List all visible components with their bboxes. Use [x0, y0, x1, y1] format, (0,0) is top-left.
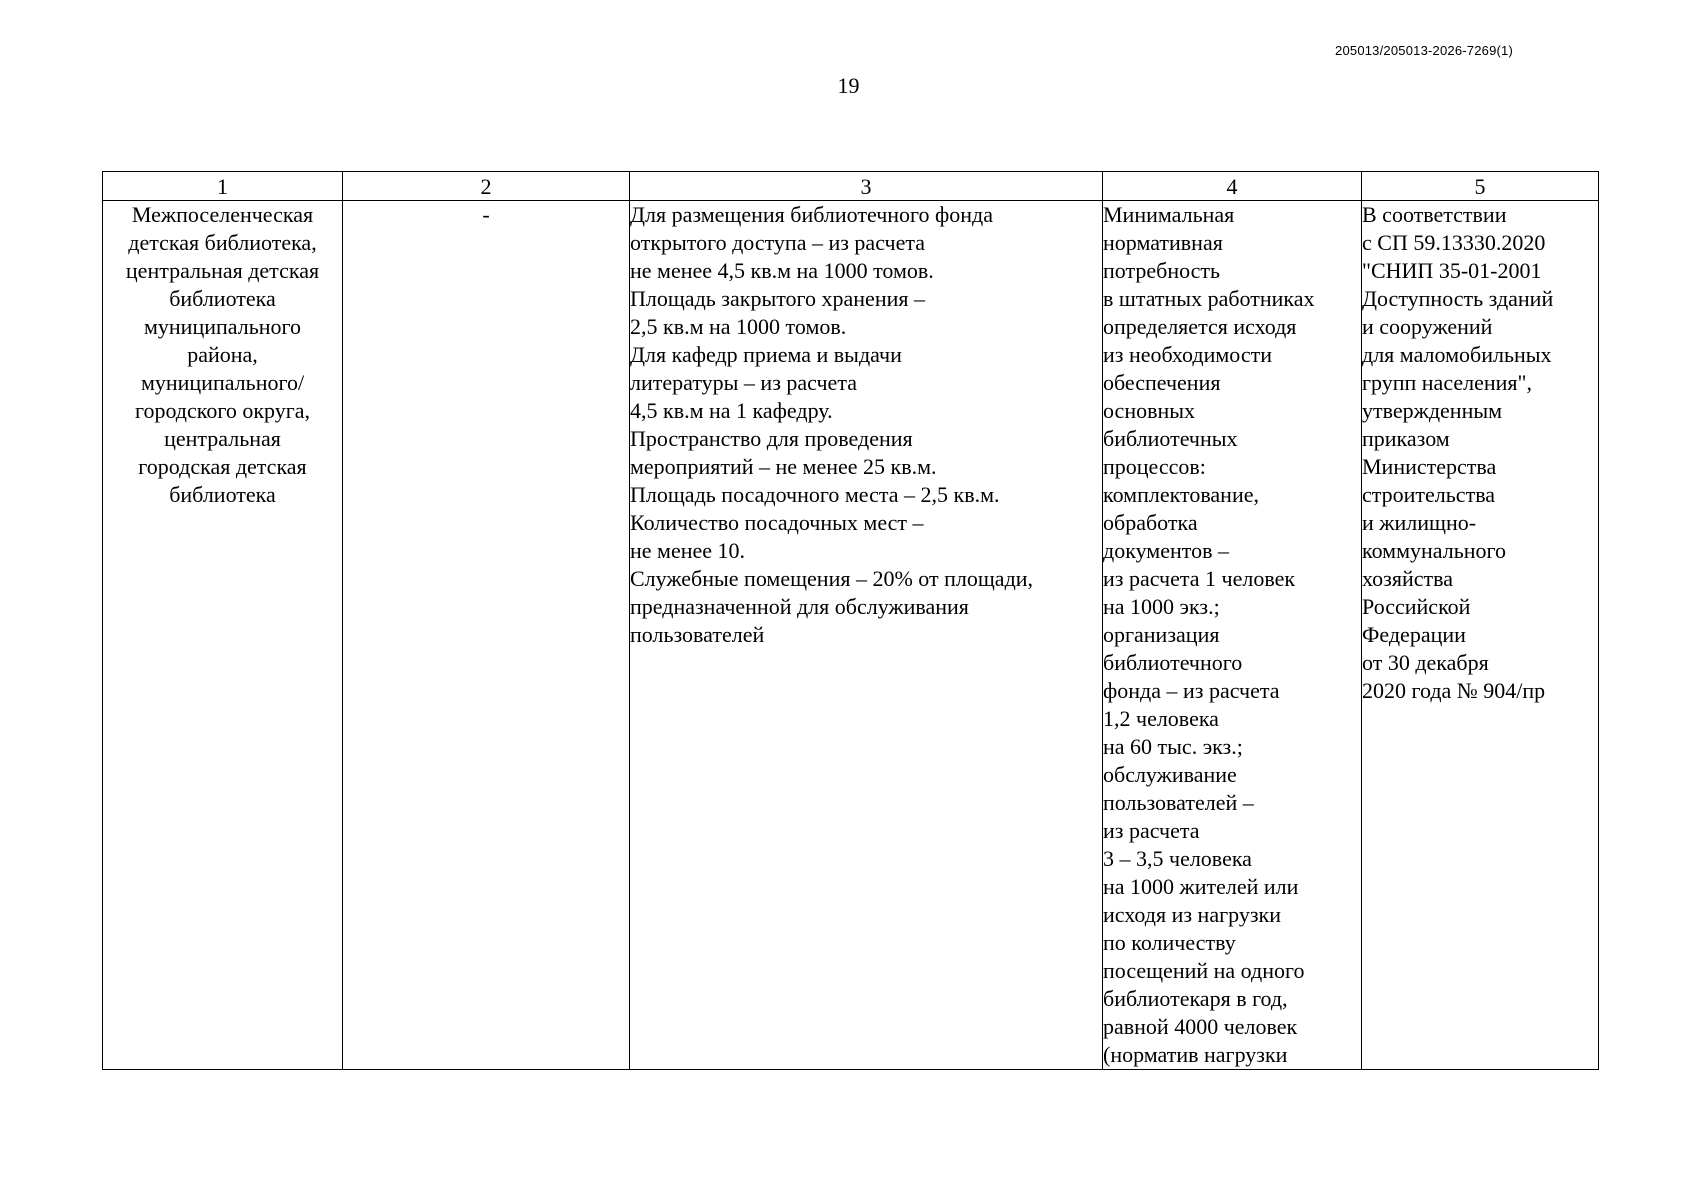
staffing-norms-cell — [1103, 201, 1362, 1070]
cell-text-line: не менее 4,5 кв.м на 1000 томов. — [630, 258, 934, 283]
page-number: 19 — [837, 73, 860, 98]
cell-text-line: городская детская — [138, 454, 307, 479]
cell-text-line: центральная — [164, 426, 281, 451]
cell-text-line: из расчета — [1103, 818, 1200, 843]
cell-text-line: района, — [187, 342, 258, 367]
cell-text-line: потребность — [1103, 258, 1221, 283]
cell-text-line: центральная детская — [125, 258, 320, 283]
cell-text-line: муниципального/ — [140, 370, 305, 395]
cell-text-line: библиотека — [169, 286, 276, 311]
cell-text-line: предназначенной для обслуживания — [630, 594, 969, 619]
cell-text-line: и сооружений — [1362, 314, 1493, 339]
cell-text-line: 2,5 кв.м на 1000 томов. — [630, 314, 847, 339]
cell-text-line: хозяйства — [1362, 566, 1453, 591]
column-header-4: 4 — [1103, 172, 1362, 201]
cell-text-line: коммунального — [1362, 538, 1506, 563]
cell-text-line: основных — [1103, 398, 1196, 423]
cell-text-line: от 30 декабря — [1362, 650, 1489, 675]
cell-text-line: групп населения", — [1362, 370, 1533, 395]
cell-text-line: литературы – из расчета — [630, 370, 857, 395]
cell-text-line: библиотечных — [1103, 426, 1238, 451]
cell-text-line: 1,2 человека — [1103, 706, 1219, 731]
document-id: 205013/205013-2026-7269(1) — [1335, 43, 1513, 58]
cell-text-line: и жилищно- — [1362, 510, 1477, 535]
cell-text-line: в штатных работниках — [1103, 286, 1315, 311]
cell-text-line: утвержденным — [1362, 398, 1503, 423]
cell-text-line: 3 – 3,5 человека — [1103, 846, 1252, 871]
cell-text-line: библиотекаря в год, — [1103, 986, 1288, 1011]
cell-text-line: фонда – из расчета — [1103, 678, 1280, 703]
cell-text-line: на 60 тыс. экз.; — [1103, 734, 1243, 759]
cell-text-line: открытого доступа – из расчета — [630, 230, 925, 255]
cell-text-line: комплектование, — [1103, 482, 1259, 507]
cell-text-line: посещений на одного — [1103, 958, 1305, 983]
cell-text-line: (норматив нагрузки — [1103, 1042, 1288, 1067]
cell-text-line: мероприятий – не менее 25 кв.м. — [630, 454, 937, 479]
cell-text-line: документов – — [1103, 538, 1229, 563]
cell-text-line: равной 4000 человек — [1103, 1014, 1298, 1039]
column-header-3: 3 — [630, 172, 1103, 201]
cell-text-line: Федерации — [1362, 622, 1466, 647]
cell-text-line: с СП 59.13330.2020 — [1362, 230, 1546, 255]
cell-text-line: из необходимости — [1103, 342, 1272, 367]
cell-text-line: 2020 года № 904/пр — [1362, 678, 1546, 703]
cell-text-line: Служебные помещения – 20% от площади, — [630, 566, 1034, 591]
cell-text-line: Доступность зданий — [1362, 286, 1554, 311]
cell-text-line: муниципального — [143, 314, 301, 339]
cell-text-line: Межпоселенческая — [131, 202, 314, 227]
cell-text-line: Площадь посадочного места – 2,5 кв.м. — [630, 482, 1000, 507]
column-header-1: 1 — [103, 172, 343, 201]
cell-text-line: Для размещения библиотечного фонда — [630, 202, 994, 227]
cell-text-line: нормативная — [1103, 230, 1223, 255]
cell-text-line: "СНИП 35-01-2001 — [1362, 258, 1542, 283]
cell-text-line: исходя из нагрузки — [1103, 902, 1281, 927]
cell-text-line: на 1000 жителей или — [1103, 874, 1299, 899]
cell-text-line: Количество посадочных мест – — [630, 510, 924, 535]
cell-text-line: Пространство для проведения — [630, 426, 913, 451]
column-header-5: 5 — [1362, 172, 1599, 201]
cell-text-line: не менее 10. — [630, 538, 746, 563]
cell-text-line: Площадь закрытого хранения – — [630, 286, 925, 311]
cell-text-line: приказом — [1362, 426, 1450, 451]
cell-text-line: на 1000 экз.; — [1103, 594, 1220, 619]
cell-text-line: Российской — [1362, 594, 1471, 619]
norms-table — [102, 171, 1599, 1070]
cell-text-line: обеспечения — [1103, 370, 1221, 395]
cell-text-line: из расчета 1 человек — [1103, 566, 1296, 591]
facility-type-cell — [103, 201, 343, 1070]
column-header-2: 2 — [343, 172, 630, 201]
cell-text-line: В соответствии — [1362, 202, 1507, 227]
regulation-reference-cell — [1362, 201, 1599, 1070]
cell-text-line: организация — [1103, 622, 1220, 647]
table-header-row — [103, 172, 1599, 201]
cell-text-line: пользователей — [630, 622, 765, 647]
cell-text-line: определяется исходя — [1103, 314, 1297, 339]
cell-text-line: библиотека — [169, 482, 276, 507]
space-norms-cell — [630, 201, 1103, 1070]
cell-text-line: пользователей – — [1103, 790, 1254, 815]
cell-text-line: процессов: — [1103, 454, 1206, 479]
cell-text-line: по количеству — [1103, 930, 1236, 955]
cell-text-line: 4,5 кв.м на 1 кафедру. — [630, 398, 833, 423]
cell-text-line: - — [482, 202, 490, 227]
cell-text-line: библиотечного — [1103, 650, 1243, 675]
table-row — [103, 201, 1599, 1070]
cell-text-line: детская библиотека, — [128, 230, 317, 255]
cell-text-line: Для кафедр приема и выдачи — [630, 342, 902, 367]
cell-text-line: городского округа, — [134, 398, 311, 423]
cell-text-line: обработка — [1103, 510, 1198, 535]
cell-text-line: Минимальная — [1103, 202, 1235, 227]
cell-text-line: строительства — [1362, 482, 1496, 507]
cell-text-line: обслуживание — [1103, 762, 1237, 787]
column-2-cell — [343, 201, 630, 1070]
cell-text-line: для маломобильных — [1362, 342, 1552, 367]
cell-text-line: Министерства — [1362, 454, 1497, 479]
